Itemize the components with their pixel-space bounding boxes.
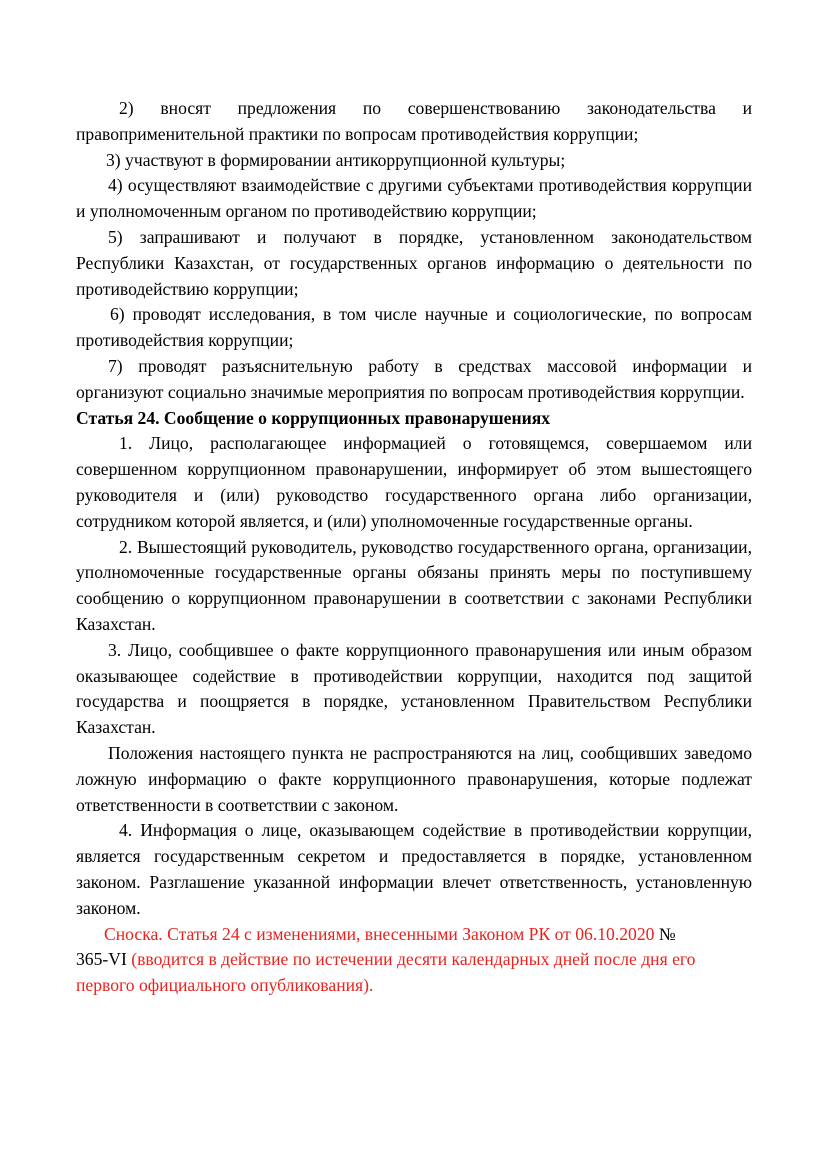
document-page bbox=[76, 96, 752, 999]
article-paragraph-1: 1. Лицо, располагающее информацией о готовящемся, совершаемом или совершенном коррупционном правонарушении, информирует об этом вышестоящего руководителя и (или) руководство государственного органа либо организации, сотрудником которой является, и (или) уполномоченные государственные органы. bbox=[76, 433, 752, 531]
footnote-number-sign: № bbox=[658, 923, 676, 944]
article-paragraph-4: 4. Информация о лице, оказывающем содействие в противодействии коррупции, является государственным секретом и предоставляется в порядке, установленном законом. Разглашение указанной информации влечет ответственность, установленную законом. bbox=[76, 820, 752, 918]
article-paragraph-3: 3. Лицо, сообщившее о факте коррупционного правонарушения или иным образом оказывающее содействие в противодействии коррупции, находится под защитой государства и поощряется в порядке, установленном Правительством Республики Казахстан. bbox=[76, 639, 752, 738]
article-paragraph-2: 2. Вышестоящий руководитель, руководство государственного органа, организации, уполномоченные государственные органы обязаны принять меры по поступившему сообщению о коррупционном правонарушении в соответствии с законами Республики Казахстан. bbox=[76, 536, 752, 634]
list-item-5: 5) запрашивают и получают в порядке, установленном законодательством Республики Казахстан, от государственных органов информацию о деятельности по противодействию коррупции; bbox=[76, 226, 752, 299]
list-item-6: 6) проводят исследования, в том числе научные и социологические, по вопросам противодействия коррупции; bbox=[76, 304, 752, 351]
article-paragraph-3-note: Положения настоящего пункта не распространяются на лиц, сообщивших заведомо ложную информацию о факте коррупционного правонарушения, которые подлежат ответственности в соответствии с законом. bbox=[76, 742, 752, 815]
list-item-3: 3) участвуют в формировании антикоррупционной культуры; bbox=[106, 149, 566, 170]
footnote-law-number: 365-VI bbox=[76, 949, 127, 970]
footnote bbox=[76, 922, 752, 999]
list-item-4: 4) осуществляют взаимодействие с другими субъектами противодействия коррупции и уполномоченным органом по противодействию коррупции; bbox=[76, 175, 752, 222]
list-item-2: 2) вносят предложения по совершенствованию законодательства и правоприменительной практики по вопросам противодействия коррупции; bbox=[76, 98, 752, 144]
footnote-text-2: (вводится в действие по истечении десяти календарных дней после дня его первого официального опубликования). bbox=[76, 949, 696, 996]
list-item-7: 7) проводят разъяснительную работу в средствах массовой информации и организуют социально значимые мероприятия по вопросам противодействия коррупции. bbox=[76, 355, 752, 402]
article-heading: Статья 24. Сообщение о коррупционных правонарушениях bbox=[76, 407, 551, 428]
footnote-text-1: Сноска. Статья 24 с изменениями, внесенными Законом РК от 06.10.2020 bbox=[104, 923, 655, 944]
